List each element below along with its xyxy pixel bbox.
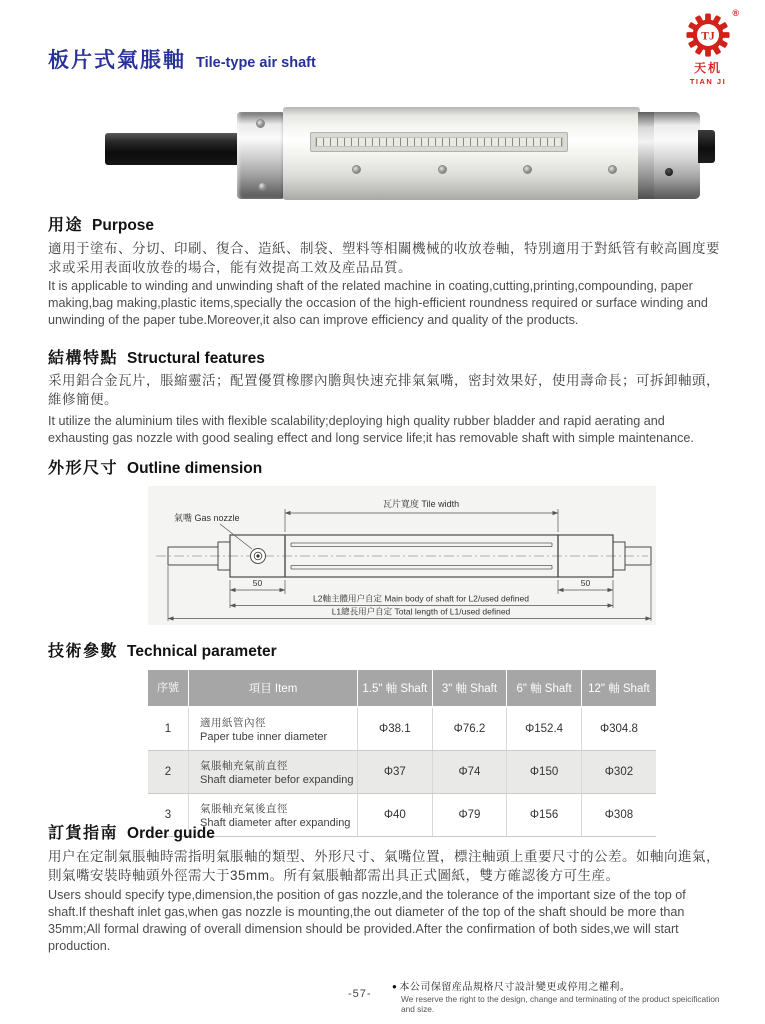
page-title-en: Tile-type air shaft	[196, 55, 316, 71]
heading-zh: 外形尺寸	[48, 460, 119, 477]
photo-screw	[352, 165, 361, 174]
cell-item	[189, 707, 358, 751]
dim-50-left-label: 50	[252, 578, 263, 588]
heading-en: Outline dimension	[127, 460, 263, 477]
heading-zh: 技術參數	[48, 643, 119, 660]
photo-screw	[665, 168, 673, 176]
item-en: Paper tube inner diameter	[200, 731, 328, 743]
cell-item	[189, 751, 358, 794]
table-cell: Φ302	[581, 751, 656, 794]
page-title	[48, 44, 316, 74]
registered-mark: ®	[732, 8, 739, 18]
purpose-text-zh: 適用于塗布、分切、印刷、復合、造紙、制袋、塑料等相關機械的收放卷軸，特別適用于對紙管有較高圓度要求或采用表面收放卷的場合，能有效提高工效及産品品質。	[48, 241, 720, 275]
item-zh: 氣脹軸充氣後直徑	[200, 803, 288, 815]
gear-logo-icon	[685, 8, 739, 58]
photo-screw	[256, 119, 265, 128]
table-cell: Φ38.1	[358, 707, 433, 751]
photo-screw	[608, 165, 617, 174]
heading-en: Order guide	[127, 825, 215, 842]
purpose-text-en: It is applicable to winding and unwinding shaft of the related machine in coating,cutting,printing,compounding, paper making,bag making,plastic items,specially the occasion of the high-efficient roundness required or surface winding and unwinding of the paper tube.Moreover,it also can improve efficiency and quality of the products.	[48, 279, 708, 327]
heading-en: Structural features	[127, 350, 265, 367]
features-text-en: It utilize the aluminium tiles with flexible scalability;deploying high quality rubber bladder and rapid aerating and exhausting gas nozzle with good sealing effect and long service life;it has removable shaft with simple maintenance.	[48, 414, 694, 445]
brand-logo	[673, 8, 743, 86]
page-title-zh: 板片式氣脹軸	[48, 49, 186, 72]
outline-dimension-diagram	[148, 486, 656, 625]
logo-monogram: TJ	[701, 30, 715, 43]
section-heading-parameters	[48, 638, 277, 661]
page-number: -57-	[348, 988, 372, 1000]
dim-l2-label: L2軸主體用户自定 Main body of shaft for L2/used defined	[313, 593, 529, 604]
dim-50-right-label: 50	[580, 578, 591, 588]
heading-zh: 結構特點	[48, 350, 119, 367]
product-photo	[75, 105, 715, 205]
tile-width-label: 瓦片寬度 Tile width	[382, 499, 460, 509]
col-header-shaft-3: 3" 軸 Shaft	[432, 670, 507, 707]
table-cell: Φ40	[358, 794, 433, 837]
brand-name-zh: 天机	[693, 61, 722, 75]
table-row	[148, 707, 656, 751]
table-row	[148, 794, 656, 837]
heading-zh: 訂貨指南	[48, 825, 119, 842]
table-cell: Φ156	[507, 794, 582, 837]
footer-note-en: We reserve the right to the design, change and terminating of the product speicification and size.	[401, 994, 720, 1014]
bullet-icon: ●	[392, 982, 398, 991]
table-cell: Φ79	[432, 794, 507, 837]
section-heading-order	[48, 820, 215, 843]
col-header-shaft-1-5: 1.5" 軸 Shaft	[358, 670, 433, 707]
table-cell: Φ76.2	[432, 707, 507, 751]
footer-note-zh-text: 本公司保留産品規格尺寸設計變更或停用之權利。	[399, 982, 631, 993]
col-header-shaft-12: 12" 軸 Shaft	[581, 670, 656, 707]
photo-gas-nozzle-cap	[698, 130, 715, 163]
heading-en: Technical parameter	[127, 643, 277, 660]
drawing-gas-nozzle	[220, 524, 266, 564]
photo-screw	[438, 165, 447, 174]
footer-note	[392, 978, 732, 1014]
item-zh: 適用紙管內徑	[200, 717, 266, 729]
table-cell: Φ37	[358, 751, 433, 794]
table-header-row	[148, 670, 656, 707]
section-heading-purpose	[48, 212, 154, 235]
table-cell: Φ304.8	[581, 707, 656, 751]
photo-shaft-body	[283, 107, 640, 200]
cell-no: 2	[148, 751, 189, 794]
col-header-item: 項目 Item	[189, 670, 358, 707]
table-cell: Φ152.4	[507, 707, 582, 751]
photo-tile-strip	[315, 137, 563, 147]
table-cell: Φ74	[432, 751, 507, 794]
order-text-zh: 用户在定制氣脹軸時需指明氣脹軸的類型、外形尺寸、氣嘴位置，標注軸頭上重要尺寸的公差。如軸向進氣，則氣嘴安裝時軸頭外徑需大于35mm。所有氣脹軸都需出具正式圖紙，雙方確認後方可生産。	[48, 849, 720, 883]
section-heading-outline	[48, 455, 262, 478]
item-en: Shaft diameter after expanding	[200, 817, 351, 829]
item-en: Shaft diameter befor expanding	[200, 774, 354, 786]
order-text-en: Users should specify type,dimension,the position of gas nozzle,and the tolerance of the important size of the top of shaft.If theshaft inlet gas,when gas nozzle is mounting,the out diameter of the top of the shaft should be more than 35mm;All formal drawing of overall dimension should be provided.After the confirmation of both sides,we will start production.	[48, 888, 686, 953]
table-cell: Φ308	[581, 794, 656, 837]
heading-zh: 用途	[48, 217, 84, 234]
col-header-shaft-6: 6" 軸 Shaft	[507, 670, 582, 707]
section-heading-features	[48, 345, 265, 368]
table-cell: Φ150	[507, 751, 582, 794]
photo-screw	[523, 165, 532, 174]
photo-right-head	[654, 112, 700, 199]
technical-parameter-table	[148, 670, 656, 837]
item-zh: 氣脹軸充氣前直徑	[200, 760, 288, 772]
col-header-no: 序號	[148, 670, 189, 707]
photo-right-ring	[638, 112, 654, 199]
table-row	[148, 751, 656, 794]
photo-screw	[258, 182, 267, 191]
heading-en: Purpose	[92, 217, 155, 234]
cell-no: 3	[148, 794, 189, 837]
dim-l1-label: L1總長用户自定 Total length of L1/used defined	[331, 606, 511, 617]
gas-nozzle-label: 氣嘴 Gas nozzle	[174, 513, 240, 523]
photo-shaft-journal	[105, 133, 242, 165]
features-text-zh: 采用鋁合金瓦片，脹縮靈活；配置優質橡膠內膽與快速充排氣氣嘴，密封效果好，使用壽命長；可拆卸軸頭，維修簡便。	[48, 373, 720, 407]
footer-note-zh	[392, 978, 732, 993]
brand-name-en: TIAN JI	[689, 77, 727, 86]
cell-no: 1	[148, 707, 189, 751]
